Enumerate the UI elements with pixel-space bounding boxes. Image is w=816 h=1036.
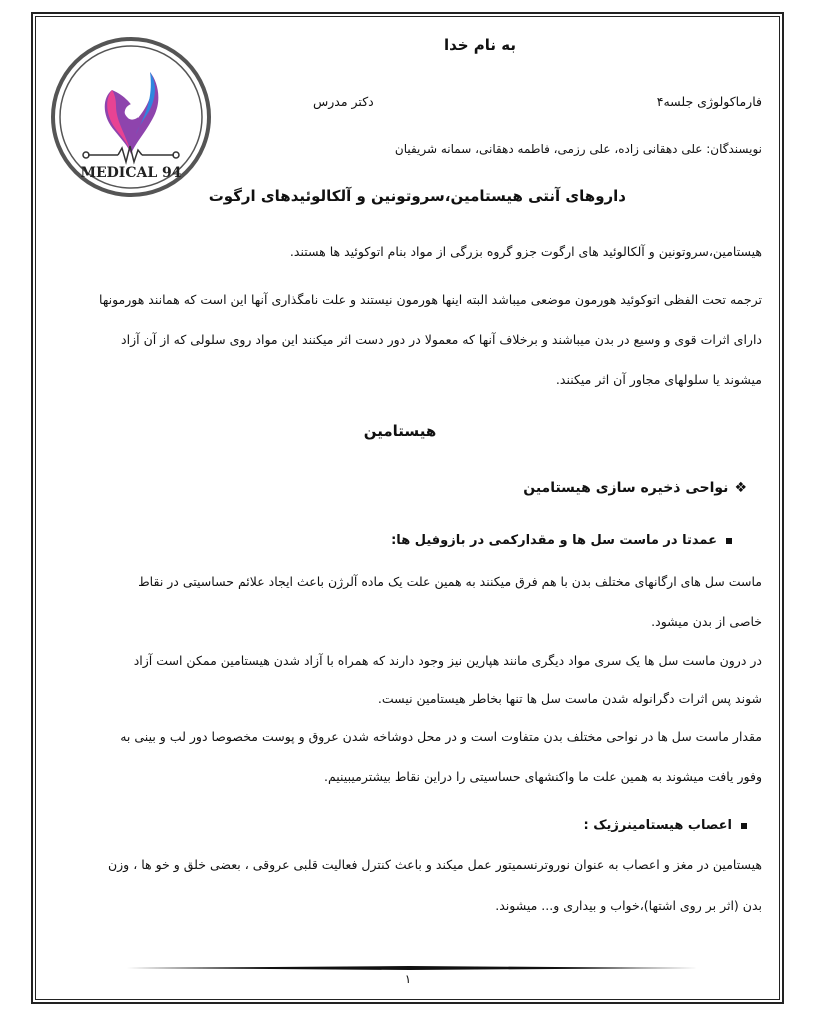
paragraph-line: ماست سل های ارگانهای مختلف بدن با هم فرق میکنند به همین علت یک ماده آلرژن باعث ایجاد علائم حساسیتی در نقاط	[138, 574, 762, 589]
paragraph-line: ترجمه تحت الفظی اتوکوئید هورمون موضعی میباشد البته اینها هورمون نیستند و علت نامگذاری آنها این است که همانند هورمونها	[99, 292, 762, 307]
medical-94-logo	[50, 36, 212, 198]
storage-heading	[523, 480, 747, 496]
paragraph-line: میشوند یا سلولهای مجاور آن اثر میکنند.	[555, 372, 762, 387]
paragraph-line: در درون ماست سل ها یک سری مواد دیگری مانند هپارین نیز وجود دارند که همراه با آزاد شدن هیستامین ممکن است آزاد	[133, 653, 762, 668]
paragraph-line: هیستامین در مغز و اعصاب به عنوان نوروترنسمیتور عمل میکند و باعث کنترل فعالیت قلبی عروقی ، بعضی خلق و خو ها ، وزن	[107, 857, 762, 872]
square-bullet-icon	[741, 823, 747, 829]
course-title: فارماکولوژی جلسه۴	[656, 94, 762, 109]
histaminergic-heading-text: اعصاب هیستامینرژیک :	[583, 818, 732, 833]
intro-paragraph	[99, 289, 762, 390]
section-heading: هیستامین	[363, 422, 437, 440]
histaminergic-paragraph	[108, 854, 762, 916]
square-bullet-icon	[726, 538, 732, 544]
lecturer: دکتر مدرس	[313, 94, 374, 109]
histaminergic-neurons-heading	[583, 818, 747, 833]
paragraph-line: شوند پس اثرات دگرانوله شدن ماست سل ها تنها بخاطر هیستامین نیست.	[377, 691, 762, 706]
logo-text: MEDICAL 94	[80, 165, 182, 181]
mast-cells-heading	[391, 533, 732, 548]
paragraph-line: مقدار ماست سل ها در نواحی مختلف بدن متفاوت است و در محل دوشاخه شدن عروق و پوست مخصوصا دور لب و بینی به	[120, 729, 762, 744]
storage-heading-text: نواحی ذخیره سازی هیستامین	[523, 480, 729, 496]
document-title: داروهای آنتی هیستامین،سروتونین و آلکالوئیدهای ارگوت	[208, 187, 626, 205]
paragraph-line: وفور یافت میشوند به همین علت ما واکنشهای حساسیتی را دراین نقاط بیشترمیبینیم.	[323, 769, 762, 784]
paragraph-line: دارای اثرات قوی و وسیع در بدن میباشند و برخلاف آنها که معمولا در دور دست اثر میکنند این مواد روی سلولی که از آن آزاد	[121, 332, 762, 347]
basmala: به نام خدا	[443, 36, 517, 54]
intro-line: هیستامین،سروتونین و آلکالوئید های ارگوت جزو گروه بزرگی از مواد بنام اتوکوئید ها هستند.	[289, 244, 762, 259]
paragraph-line: خاصی از بدن میشود.	[651, 614, 762, 629]
authors: نویسندگان: علی دهقانی زاده، علی رزمی، فاطمه دهقانی، سمانه شریفیان	[394, 142, 762, 156]
mast-cells-paragraph	[120, 571, 762, 787]
paragraph-line: بدن (اثر بر روی اشتها)،خواب و بیداری و... میشوند.	[495, 898, 762, 913]
footer-divider	[121, 966, 698, 970]
page-number: ۱	[404, 972, 412, 986]
diamond-bullet-icon: ❖	[734, 480, 747, 496]
mast-cells-heading-text: عمدتا در ماست سل ها و مقدارکمی در بازوفیل ها:	[391, 533, 717, 548]
